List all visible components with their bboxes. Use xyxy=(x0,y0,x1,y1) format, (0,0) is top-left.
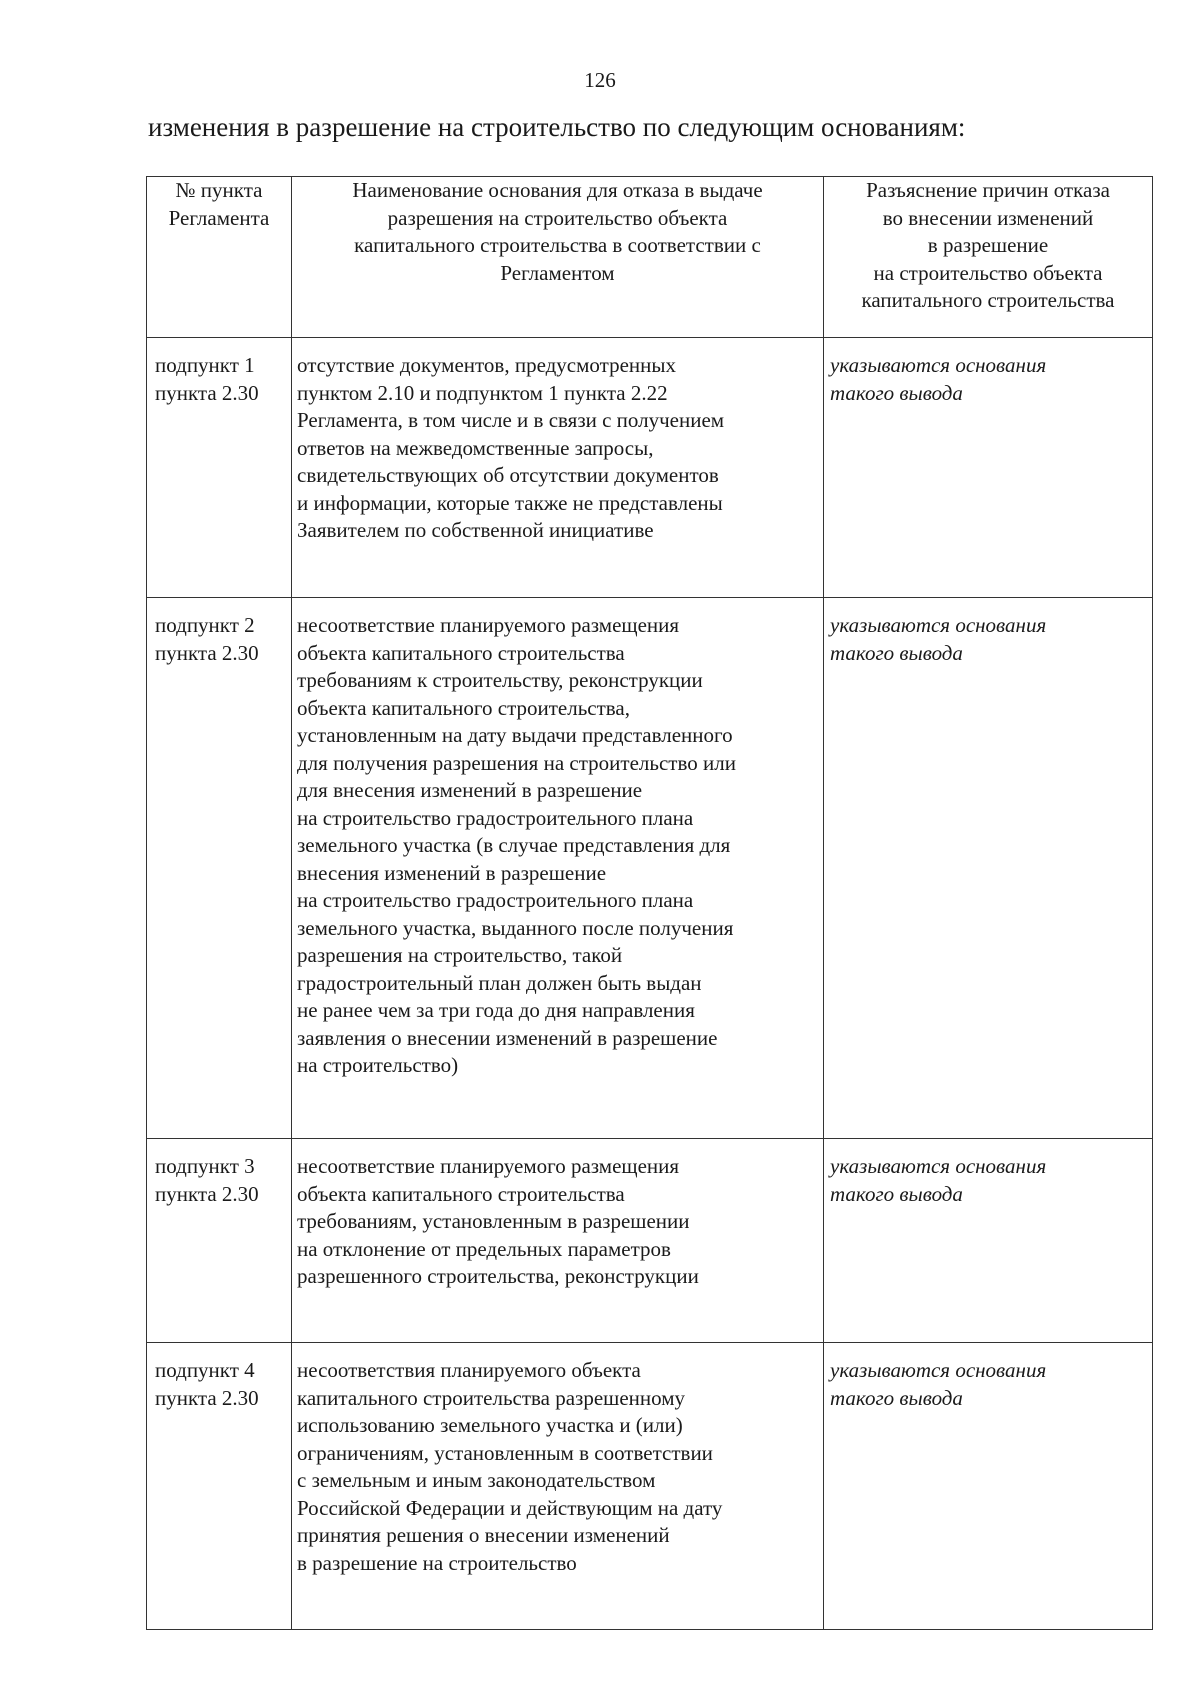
row-explanation: указываются основания такого вывода xyxy=(824,598,1153,1139)
row-reason: отсутствие документов, предусмотренных пунктом 2.10 и подпунктом 1 пункта 2.22 Регламента, в том числе и в связи с получением ответов на межведомственные запросы, свидетельствующих об отсутствии документов и информации, которые также не представлены Заявителем по собственной инициативе xyxy=(292,338,824,598)
row-explanation: указываются основания такого вывода xyxy=(824,1139,1153,1343)
row-reason: несоответствие планируемого размещения объекта капитального строительства требованиям, установленным в разрешении на отклонение от предельных параметров разрешенного строительства, реконструкции xyxy=(292,1139,824,1343)
intro-text: изменения в разрешение на строительство по следующим основаниям: xyxy=(148,112,966,142)
row-item-number: подпункт 2 пункта 2.30 xyxy=(147,598,292,1139)
table-row xyxy=(147,1343,1153,1630)
table-header-row xyxy=(147,177,1153,338)
header-reason: Наименование основания для отказа в выдаче разрешения на строительство объекта капитального строительства в соответствии с Регламентом xyxy=(292,177,824,338)
header-explanation: Разъяснение причин отказа во внесении изменений в разрешение на строительство объекта капитального строительства xyxy=(824,177,1153,338)
row-item-number: подпункт 3 пункта 2.30 xyxy=(147,1139,292,1343)
table-row xyxy=(147,598,1153,1139)
row-reason: несоответствия планируемого объекта капитального строительства разрешенному использованию земельного участка и (или) ограничениям, установленным в соответствии с земельным и иным законодательством Российской Федерации и действующим на дату принятия решения о внесении изменений в разрешение на строительство xyxy=(292,1343,824,1630)
row-item-number: подпункт 1 пункта 2.30 xyxy=(147,338,292,598)
refusal-grounds-table xyxy=(146,176,1153,1630)
row-item-number: подпункт 4 пункта 2.30 xyxy=(147,1343,292,1630)
table-row xyxy=(147,338,1153,598)
row-explanation: указываются основания такого вывода xyxy=(824,1343,1153,1630)
row-reason: несоответствие планируемого размещения объекта капитального строительства требованиям к строительству, реконструкции объекта капитального строительства, установленным на дату выдачи представленного для получения разрешения на строительство или для внесения изменений в разрешение на строительство градостроительного плана земельного участка (в случае представления для внесения изменений в разрешение на строительство градостроительного плана земельного участка, выданного после получения разрешения на строительство, такой градостроительный план должен быть выдан не ранее чем за три года до дня направления заявления о внесении изменений в разрешение на строительство) xyxy=(292,598,824,1139)
row-explanation: указываются основания такого вывода xyxy=(824,338,1153,598)
header-item-number: № пункта Регламента xyxy=(147,177,292,338)
page-number: 126 xyxy=(584,68,616,92)
table-row xyxy=(147,1139,1153,1343)
